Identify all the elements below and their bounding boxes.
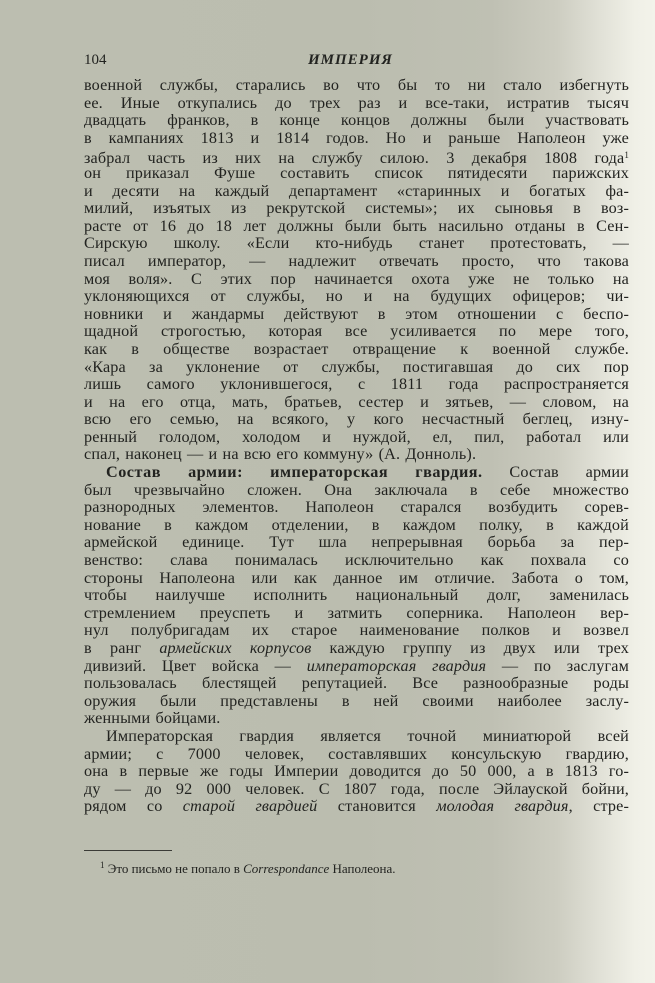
text-line [84,798,629,816]
text-line: и десяти на каждый департамент «старинных и богатых фа- [84,181,629,200]
section-heading-line [84,464,629,482]
text-line: разнородных элементов. Наполеон старался возбудить сорев- [84,498,629,517]
italic-term: старой гвардией [182,797,318,816]
italic-term: императорская гвардия [306,656,487,675]
text-line: ренный голодом, холодом и нуждой, ел, пил, работал или [84,427,629,446]
text-line: писал император, — надлежит отвечать просто, что такова [84,251,629,270]
text-segment: , стре- [568,797,629,816]
text-line: он приказал Фуше составить список пятидесяти парижских [84,163,629,182]
text-line: ду — до 92 000 человек. С 1807 года, после Эйлауской бойни, [84,779,629,798]
text-line-content: забрал часть из них на службу силою. 3 декабря 1808 года [84,149,625,168]
text-segment: рядом со [84,797,183,816]
text-line: был чрезвычайно сложен. Она заключала в себе множество [84,480,629,499]
text-line: новники и жандармы действуют в этом отношении с беспо- [84,304,629,323]
text-segment: — по заслугам [486,656,629,675]
text-line [84,658,629,676]
footnote [100,860,396,877]
page-number: 104 [84,52,107,68]
text-line-content: Состав армии [482,463,629,482]
italic-term: молодая гвардия [436,797,569,816]
text-line: армейской единице. Тут шла непрерывная борьба за пер- [84,533,629,552]
section-heading: Состав армии: императорская гвардия. [106,463,483,482]
text-line: уклоняющихся от службы, но и на будущих офицеров; чи- [84,287,629,306]
text-line: ее. Иные откупались до трех раз и все-таки, истратив тысяч [84,93,629,112]
body-text [84,77,629,816]
italic-term: армейских корпусов [159,639,312,657]
text-segment: дивизий. Цвет войска — [84,656,307,675]
footnote-text: Это письмо не попало в [104,861,244,876]
text-line: спал, наконец — и на всю его коммуну» (А. Доннoль). [84,445,477,464]
text-line: и на его отца, мать, братьев, сестер и зятьев, — словом, на [84,392,629,411]
text-line [84,640,629,658]
text-line: армии; с 7000 человек, составлявших консульскую гвардию, [84,744,629,763]
footnote-italic-title: Correspondance [243,861,330,876]
text-segment: в ранг [84,639,160,657]
text-line: военной службы, старались во что бы то ни стало избегнуть [84,76,629,94]
text-line: милий, изъятых из рекрутской системы»; их сыновья в воз- [84,199,629,218]
text-line: чтобы наилучше исполнить национальный долг, заменилась [84,586,629,605]
text-line: Сирскую школу. «Если кто-нибудь станет протестовать, — [84,234,629,253]
text-line: она в первые же годы Империи доводится до 50 000, а в 1813 го- [84,762,629,781]
text-line: Императорская гвардия является точной миниатюрой всей [106,726,629,745]
text-line: оружия были представлены в ней своими наиболее заслу- [84,691,629,710]
text-line: двадцать франков, в конце концов должны были участвовать [84,111,629,130]
text-segment: каждую группу из двух или трех [311,639,629,657]
text-line: стороны Наполеона или как данное им отличие. Забота о том, [84,568,629,587]
text-line: нул полубригадам их старое наименование полков и возвел [84,621,629,640]
text-line: щадной строгостью, которая все усиливается по мере того, [84,322,629,341]
text-line: пользовалась блестящей репутацией. Все разнообразные роды [84,674,629,693]
text-line: лишь самого уклонившегося, с 1811 года распространяется [84,375,629,394]
footnote-marker: 1 [100,860,105,870]
text-line: как в обществе возрастает отвращение к военной службе. [84,339,629,358]
text-line: нование в каждом отделении, в каждом полку, в каждой [84,515,629,534]
text-line [84,147,629,168]
text-line: моя воля». С этих пор начинается охота уже не только на [84,269,629,288]
text-line: в кампаниях 1813 и 1814 годов. Но и раньше Наполеон уже [84,128,629,147]
text-line: женными бойцами. [84,709,221,728]
text-line: венство: слава понималась исключительно как похвала со [84,551,629,570]
running-head [84,52,629,72]
footnote-text: Наполеона. [329,861,396,876]
text-line: расте от 16 до 18 лет должны были быть насильно отданы в Сен- [84,216,629,235]
text-line: всю его семью, на всякого, у кого несчастный беглец, изну- [84,410,629,429]
text-line: «Кара за уклонение от службы, постигавшая до сих пор [84,357,629,376]
running-title: ИМПЕРИЯ [308,52,393,68]
footnote-reference[interactable]: 1 [624,150,629,161]
footnote-divider [84,850,172,851]
text-segment: становится [317,797,437,816]
text-line: стремлением преуспеть и затмить соперника. Наполеон вер- [84,603,629,622]
